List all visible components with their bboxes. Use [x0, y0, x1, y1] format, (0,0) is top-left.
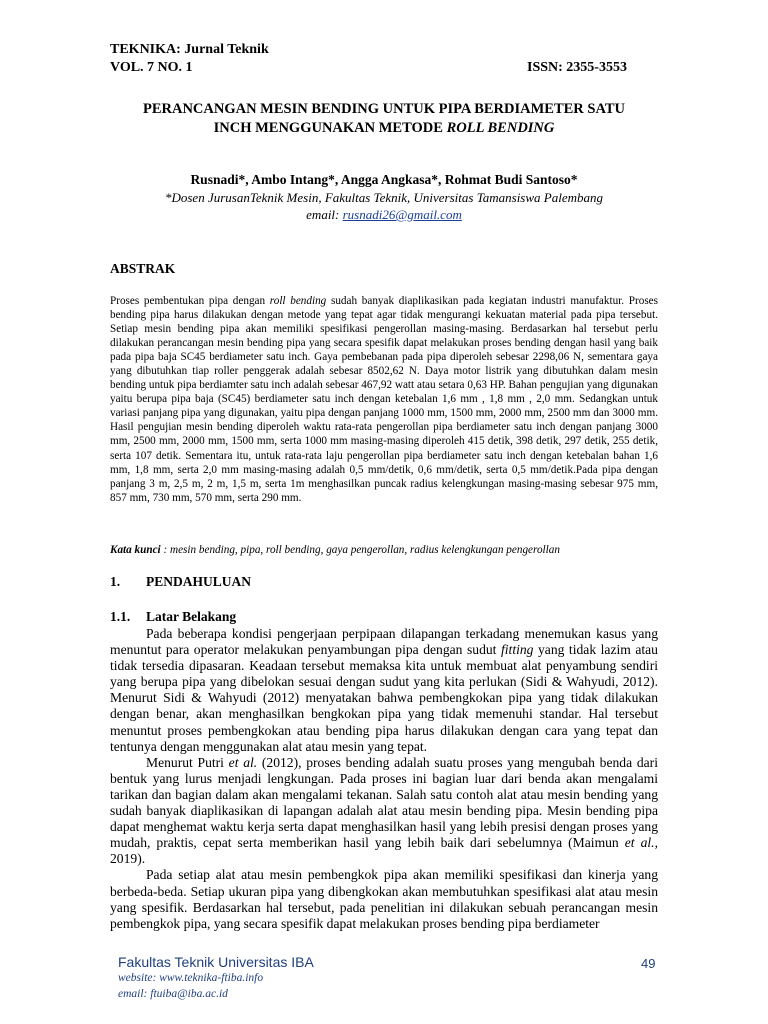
journal-volume: VOL. 7 NO. 1 — [110, 60, 193, 75]
journal-issn: ISSN: 2355-3553 — [527, 60, 627, 75]
abstract-heading: ABSTRAK — [110, 261, 176, 276]
author-affiliation: *Dosen JurusanTeknik Mesin, Fakultas Teknik, Universitas Tamansiswa Palembang — [164, 190, 603, 205]
subsection-number: 1.1. — [110, 609, 131, 624]
author-email-line: email: rusnadi26@gmail.com — [306, 207, 462, 222]
footer-faculty: Fakultas Teknik Universitas IBA — [118, 954, 314, 970]
abstract-body: Proses pembentukan pipa dengan roll bending sudah banyak diaplikasikan pada kegiatan industri manufaktur. Proses bending pipa harus dilakukan dengan metode yang tepat agar tidak mengurangi kekuatan material pada pipa tersebut. Setiap mesin bending pipa akan memiliki spesifikasi pengerollan masing-masing. Berdasarkan hal tersebut perlu dilakukan perancangan mesin bending pipa yang secara spesifik dapat melakukan proses bending dengan hasil yang baik pada pipa baja SC45 berdiameter satu inch. Gaya pembebanan pada pipa diperoleh sebesar 2298,06 N, sementara gaya yang dibutuhkan tiap roller penggerak adalah sebesar 8502,62 N. Daya motor listrik yang dibutuhkan dalam mesin bending untuk pipa berdiamter satu inch adalah sebesar 467,92 watt atau setara 0,63 HP. Bahan pengujian yang digunakan yaitu berupa pipa baja (SC45) berdiameter satu inch dengan ketebalan 1,6 mm , 1,8 mm , 2,0 mm. Sedangkan untuk variasi panjang pipa yang digunakan, yaitu pipa dengan panjang 1000 mm, 1500 mm, 2000 mm, 2500 mm dan 3000 mm. Hasil pengujian mesin bending diperoleh waktu rata-rata pengerollan pipa berdiameter satu inch dengan panjang 3000 mm, 2500 mm, 2000 mm, 1500 mm, serta 1000 mm masing-masing diperoleh 415 detik, 398 detik, 297 detik, 255 detik, serta 107 detik. Sementara itu, untuk rata-rata laju pengerollan pipa berdiameter satu inch dengan ketebalan bahan 1,6 mm, 1,8 mm, serta 2,0 mm masing-masing adalah 0,5 mm/detik, 0,6 mm/detik, serta 0,5 mm/detik.Pada pipa dengan panjang 3 m, 2,5 m, 2 m, 1,5 m, serta 1m menghasilkan puncak radius kelengkungan masing-masing sebesar 975 mm, 857 mm, 730 mm, 570 mm, serta 290 mm. — [110, 295, 658, 504]
paragraph-2: Menurut Putri et al. (2012), proses bending adalah suatu proses yang mengubah benda dari bentuk yang lurus menjadi lengkungan. Pada proses ini bagian luar dari benda akan mengalami tarikan dan bagian dalam akan mengalami tekanan. Salah satu contoh alat atau mesin bending yang sudah banyak diaplikasikan di lapangan adalah alat atau mesin bending pipa. Mesin bending pipa dapat menghemat waktu kerja serta dapat menghasilkan hasil yang lebih presisi dengan proses yang mudah, praktis, cepat serta memberikan hasil yang lebih baik dari sebelumnya (Maimun et al., 2019). — [110, 754, 658, 867]
paper-title-line2: INCH MENGGUNAKAN METODE ROLL BENDING — [213, 120, 555, 136]
paper-title-line1: PERANCANGAN MESIN BENDING UNTUK PIPA BERDIAMETER SATU — [142, 101, 626, 117]
footer-website[interactable]: website: www.teknika-ftiba.info — [118, 972, 264, 984]
section-title: PENDAHULUAN — [146, 574, 252, 589]
paragraph-1: Pada beberapa kondisi pengerjaan perpipaan dilapangan terkadang menemukan kasus yang menuntut para operator melakukan penyambungan pipa dengan sudut fitting yang tidak lazim atau tidak tersedia dipasaran. Keadaan tersebut memaksa kita untuk membuat alat penyambung sendiri yang berupa pipa yang dibelokan sesuai dengan sudut yang kita perlukan (Sidi & Wahyudi, 2012). Menurut Sidi & Wahyudi (2012) menyatakan bahwa pembengkokan pipa yang tidak dilakukan dengan benar, akan menghasilkan bengkokan pipa yang tidak memenuhi standar. Hal tersebut menuntut proses pembengkokan atau bending pipa harus dilakukan dengan cara yang tepat dan tentunya dengan menggunakan alat atau mesin yang tepat. — [110, 626, 658, 754]
author-email-link[interactable]: rusnadi26@gmail.com — [342, 207, 462, 222]
journal-name: TEKNIKA: Jurnal Teknik — [110, 42, 269, 57]
subsection-title: Latar Belakang — [146, 609, 237, 624]
section-number: 1. — [110, 574, 121, 589]
page-number: 49 — [641, 956, 656, 971]
footer-email[interactable]: email: ftuiba@iba.ac.id — [118, 988, 228, 1000]
author-list: Rusnadi*, Ambo Intang*, Angga Angkasa*, Rohmat Budi Santoso* — [190, 172, 578, 187]
paragraph-3: Pada setiap alat atau mesin pembengkok pipa akan memiliki spesifikasi dan kinerja yang berbeda-beda. Setiap ukuran pipa yang dibengkokan akan membutuhkan spesifikasi alat atau mesin yang spesifik. Berdasarkan hal tersebut, pada penelitian ini dilakukan sebuah perancangan mesin pembengkok pipa, yang secara spesifik dapat melakukan proses bending pipa berdiameter — [110, 867, 658, 931]
body-text — [110, 626, 658, 932]
keywords: Kata kunci : mesin bending, pipa, roll bending, gaya pengerollan, radius kelengkungan pengerollan — [110, 544, 560, 556]
